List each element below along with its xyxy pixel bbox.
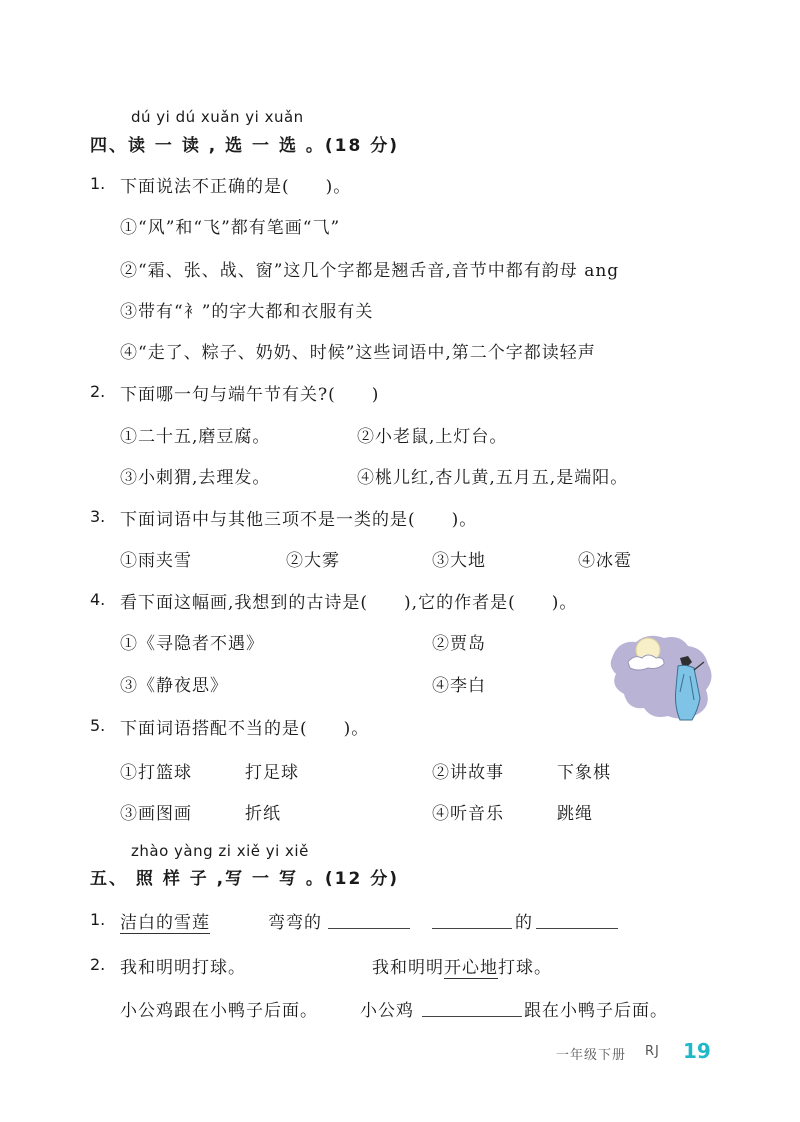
practice-sentence: 小公鸡跟在小鸭子后面。 [120,1001,318,1021]
section4-pinyin: dú yi dú xuǎn yi xuǎn [131,108,304,126]
question-5-option-4a: ④听音乐 [432,804,504,824]
example-phrase: 洁白的雪莲 [120,913,210,933]
section5-title: 五、 照 样 子 ,写 一 写 。(12 分) [90,869,400,889]
question-5-option-3a: ③画图画 [120,804,192,824]
section5-question-1-number: 1. [90,910,106,929]
question-1-option-2: ②“霜、张、战、窗”这几个字都是翘舌音,音节中都有韵母 ang [120,261,620,281]
question-4-option-2: ②贾岛 [432,634,486,654]
footer-edition: RJ [645,1044,660,1059]
question-2-option-4: ④桃儿红,杏儿黄,五月五,是端阳。 [357,468,629,488]
question-1-option-3: ③带有“衤”的字大都和衣服有关 [120,302,374,322]
question-2-text: 下面哪一句与端午节有关?( ) [120,385,380,405]
section5-question-1-de: 的 [515,913,533,933]
expanded-suffix: 打球。 [498,958,552,978]
practice-suffix: 跟在小鸭子后面。 [524,1001,668,1021]
question-3-option-1: ①雨夹雪 [120,551,192,571]
section5-question-2-number: 2. [90,955,106,974]
example-expanded-sentence [372,953,552,978]
page-number: 19 [683,1039,711,1063]
question-4-option-3: ③《静夜思》 [120,676,228,696]
question-1-option-4: ④“走了、粽子、奶奶、时候”这些词语中,第二个字都读轻声 [120,343,596,363]
answer-blank-1[interactable] [328,910,410,929]
question-2-number: 2. [90,382,106,401]
question-5-option-4b: 跳绳 [557,804,593,824]
question-4-option-1: ①《寻隐者不遇》 [120,634,264,654]
section5-question-1-prefix: 弯弯的 [268,913,322,933]
footer-grade: 一年级下册 [556,1048,627,1063]
question-3-option-4: ④冰雹 [578,551,632,571]
example-sentence: 我和明明打球。 [120,958,246,978]
question-5-option-1a: ①打篮球 [120,763,192,783]
question-5-number: 5. [90,716,106,735]
question-3-number: 3. [90,507,106,526]
question-4-number: 4. [90,590,106,609]
question-3-text: 下面词语中与其他三项不是一类的是( )。 [120,510,478,530]
question-1-option-1: ①“风”和“飞”都有笔画“⺄” [120,218,341,238]
question-1-number: 1. [90,174,106,193]
expanded-prefix: 我和明明 [372,958,444,978]
question-5-option-2a: ②讲故事 [432,763,504,783]
answer-blank-2[interactable] [432,910,512,929]
question-3-option-2: ②大雾 [286,551,340,571]
practice-prefix: 小公鸡 [360,1001,414,1021]
question-1-text: 下面说法不正确的是( )。 [120,177,352,197]
question-3-option-3: ③大地 [432,551,486,571]
section5-question-1-example [120,908,210,933]
question-5-option-1b: 打足球 [245,763,299,783]
question-2-option-3: ③小刺猬,去理发。 [120,468,271,488]
question-5-text: 下面词语搭配不当的是( )。 [120,719,370,739]
question-4-text: 看下面这幅画,我想到的古诗是( ),它的作者是( )。 [120,593,578,613]
answer-blank-3[interactable] [536,910,618,929]
expanded-underlined: 开心地 [444,958,498,978]
question-5-option-2b: 下象棋 [557,763,611,783]
section4-title: 四、读 一 读 , 选 一 选 。(18 分) [90,136,400,156]
poet-moon-illustration [608,628,718,723]
question-2-option-2: ②小老鼠,上灯台。 [357,427,508,447]
answer-blank-4[interactable] [422,998,522,1017]
question-5-option-3b: 折纸 [245,804,281,824]
section5-pinyin: zhào yàng zi xiě yi xiě [131,842,309,860]
question-2-option-1: ①二十五,磨豆腐。 [120,427,271,447]
question-4-option-4: ④李白 [432,676,486,696]
